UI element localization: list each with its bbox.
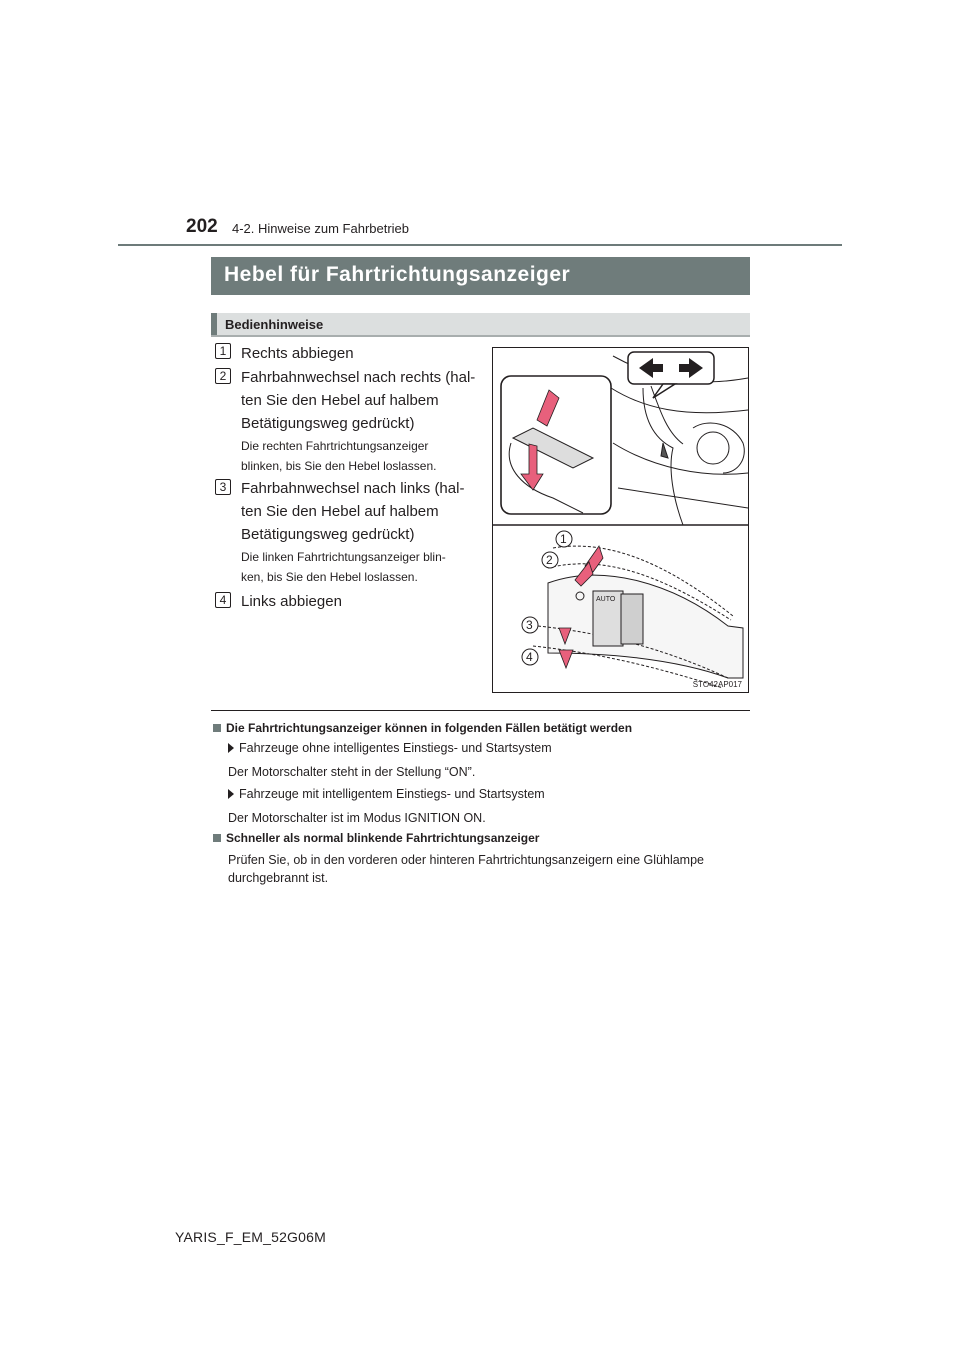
note-1-arrow-1 — [228, 741, 552, 755]
triangle-bullet-icon — [228, 789, 234, 799]
item-3-line-1: Fahrbahnwechsel nach links (hal- — [241, 480, 465, 497]
lever-detail — [533, 546, 743, 688]
header-rule — [118, 244, 842, 246]
section-divider — [211, 710, 750, 711]
page-title: Hebel für Fahrtrichtungsanzeiger — [224, 263, 571, 286]
note-2-line-1: Prüfen Sie, ob in den vorderen oder hinteren Fahrtrichtungsanzeigern eine Glühlampe — [228, 853, 704, 867]
subheading-bar — [211, 313, 750, 337]
note-1-arrow-1-text: Fahrzeuge ohne intelligentes Einstiegs- und Startsystem — [239, 741, 552, 755]
switch-auto-label: AUTO — [596, 596, 616, 603]
callout-1: 1 — [560, 532, 567, 546]
square-bullet-icon — [213, 724, 221, 732]
arrow-4 — [559, 650, 573, 668]
footer-code: YARIS_F_EM_52G06M — [175, 1229, 326, 1245]
illustration-code: STO42AP017 — [692, 680, 742, 689]
item-1-text: Rechts abbiegen — [241, 345, 354, 362]
item-number-4: 4 — [215, 592, 231, 608]
subheading-accent — [211, 313, 217, 335]
note-heading-2 — [213, 831, 539, 845]
item-2-note-1: Die rechten Fahrtrichtungsanzeiger — [241, 439, 429, 453]
item-2-line-1: Fahrbahnwechsel nach rechts (hal- — [241, 369, 476, 386]
turn-direction-bubble — [628, 352, 714, 398]
note-1-text-1: Der Motorschalter steht in der Stellung “ON”. — [228, 765, 476, 779]
item-2-line-2: ten Sie den Hebel auf halbem — [241, 392, 439, 409]
item-3-line-2: ten Sie den Hebel auf halbem — [241, 503, 439, 520]
illustration-drawing — [493, 348, 748, 692]
item-3-note-1: Die linken Fahrtrichtungsanzeiger blin- — [241, 550, 446, 564]
section-label: 4-2. Hinweise zum Fahrbetrieb — [232, 221, 410, 236]
turn-signal-illustration — [492, 347, 749, 693]
note-1-text-2: Der Motorschalter ist im Modus IGNITION ON. — [228, 811, 486, 825]
item-number-3: 3 — [215, 479, 231, 495]
subheading: Bedienhinweise — [225, 317, 324, 332]
note-2-line-2: durchgebrannt ist. — [228, 871, 329, 885]
note-heading-1-text: Die Fahrtrichtungsanzeiger können in folgenden Fällen betätigt werden — [226, 721, 633, 735]
title-bar — [211, 257, 750, 295]
item-3-line-3: Betätigungsweg gedrückt) — [241, 526, 415, 543]
note-heading-1 — [213, 721, 632, 735]
item-2-note-2: blinken, bis Sie den Hebel loslassen. — [241, 459, 437, 473]
note-heading-2-text: Schneller als normal blinkende Fahrtrichtungsanzeiger — [226, 831, 540, 845]
lever-zoom-inset — [501, 376, 611, 514]
note-1-arrow-2-text: Fahrzeuge mit intelligentem Einstiegs- und Startsystem — [239, 787, 545, 801]
item-3-note-2: ken, bis Sie den Hebel loslassen. — [241, 570, 418, 584]
item-4-text: Links abbiegen — [241, 593, 342, 610]
note-1-arrow-2 — [228, 787, 545, 801]
callout-4: 4 — [526, 650, 533, 664]
item-2-line-3: Betätigungsweg gedrückt) — [241, 415, 415, 432]
square-bullet-icon — [213, 834, 221, 842]
item-number-1: 1 — [215, 343, 231, 359]
callout-2: 2 — [546, 553, 553, 567]
triangle-bullet-icon — [228, 743, 234, 753]
page-number: 202 — [186, 216, 218, 237]
callout-3: 3 — [526, 618, 533, 632]
item-number-2: 2 — [215, 368, 231, 384]
